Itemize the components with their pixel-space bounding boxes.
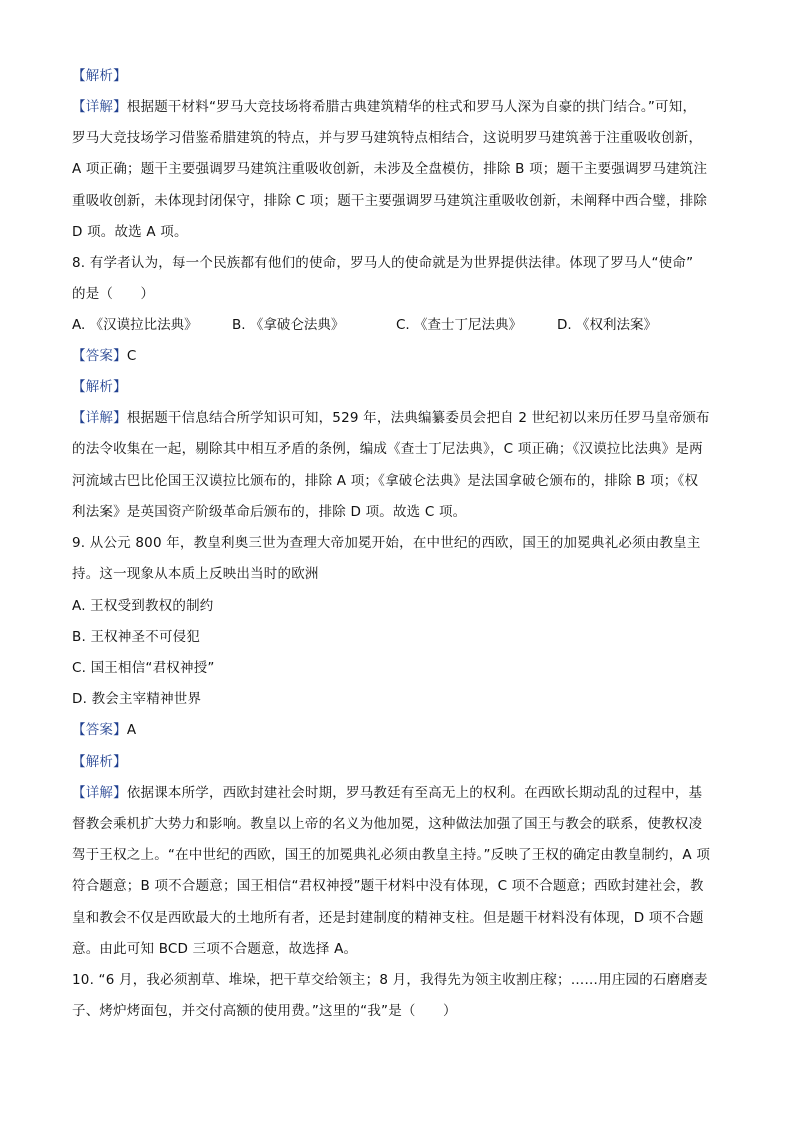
detail-line: 驾于王权之上。“在中世纪的西欧，国王的加冕典礼必须由教皇主持。”反映了王权的确定由教皇制约，A 项 — [72, 847, 711, 863]
detail-line: 皇和教会不仅是西欧最大的土地所有者，还是封建制度的精神支柱。但是题干材料没有体现，D 项不合题 — [72, 910, 704, 926]
question-8-option-b: B. 《拿破仑法典》 — [232, 317, 345, 333]
analysis-label: 【解析】 — [72, 754, 127, 770]
detail-line: 意。由此可知 BCD 三项不合题意，故选择 A。 — [72, 941, 358, 957]
question-9-stem: 9. 从公元 800 年，教皇利奥三世为查理大帝加冕开始，在中世纪的西欧，国王的加冕典礼必须由教皇主 — [72, 535, 701, 551]
question-9-option-d: D. 教会主宰精神世界 — [72, 691, 202, 707]
question-8-option-d: D. 《权利法案》 — [557, 317, 657, 333]
analysis-label: 【解析】 — [72, 379, 127, 395]
detail-label: 【详解】 — [72, 785, 127, 801]
detail-line — [72, 98, 696, 116]
detail-line: A 项正确；题干主要强调罗马建筑注重吸收创新，未涉及全盘模仿，排除 B 项；题干主要强调罗马建筑注 — [72, 161, 708, 177]
question-10-stem: 10. “6 月，我必须割草、堆垛，把干草交给领主；8 月，我得先为领主收割庄稼；……用庄园的石磨磨麦 — [72, 972, 708, 988]
detail-line: 督教会乘机扩大势力和影响。教皇以上帝的名义为他加冕，这种做法加强了国王与教会的联系，使教权凌 — [72, 816, 703, 832]
question-9-option-a: A. 王权受到教权的制约 — [72, 598, 214, 614]
question-8-stem: 的是（ ） — [72, 286, 155, 302]
answer-label: 【答案】 — [72, 722, 127, 738]
detail-line: 利法案》是英国资产阶级革命后颁布的，排除 D 项。故选 C 项。 — [72, 504, 467, 520]
detail-line: 罗马大竞技场学习借鉴希腊建筑的特点，并与罗马建筑特点相结合，这说明罗马建筑善于注重吸收创新， — [72, 130, 703, 146]
detail-label: 【详解】 — [72, 410, 127, 426]
detail-line — [72, 409, 710, 427]
detail-line: 重吸收创新，未体现封闭保守，排除 C 项；题干主要强调罗马建筑注重吸收创新，未阐释中西合璧，排除 — [72, 193, 708, 209]
question-8-option-a: A. 《汉谟拉比法典》 — [72, 317, 198, 333]
detail-text: 根据题干信息结合所学知识可知，529 年，法典编纂委员会把自 2 世纪初以来历任罗马皇帝颁布 — [126, 410, 710, 426]
detail-text: 根据题干材料“罗马大竞技场将希腊古典建筑精华的柱式和罗马人深为自豪的拱门结合。”可知， — [126, 99, 697, 115]
detail-line: 的法令收集在一起，剔除其中相互矛盾的条例，编成《查士丁尼法典》，C 项正确；《汉谟拉比法典》是两 — [72, 441, 703, 457]
detail-label: 【详解】 — [72, 99, 127, 115]
answer-value: A — [126, 722, 137, 738]
question-9-stem: 持。这一现象从本质上反映出当时的欧洲 — [72, 566, 319, 582]
answer-line — [72, 721, 136, 739]
question-9-option-b: B. 王权神圣不可侵犯 — [72, 629, 201, 645]
answer-value: C — [126, 348, 137, 364]
question-9-option-c: C. 国王相信“君权神授” — [72, 660, 215, 676]
detail-line: 河流域古巴比伦国王汉谟拉比颁布的，排除 A 项；《拿破仑法典》是法国拿破仑颁布的，排除 B 项；《权 — [72, 473, 699, 489]
answer-line — [72, 347, 136, 365]
detail-line — [72, 784, 702, 802]
question-8-option-c: C. 《查士丁尼法典》 — [396, 317, 523, 333]
question-10-stem: 子、烤炉烤面包，并交付高额的使用费。”这里的“我”是（ ） — [72, 1003, 457, 1019]
question-8-stem: 8. 有学者认为，每一个民族都有他们的使命，罗马人的使命就是为世界提供法律。体现了罗马人“使命” — [72, 255, 694, 271]
detail-line: D 项。故选 A 项。 — [72, 224, 188, 240]
detail-text: 依据课本所学，西欧封建社会时期，罗马教廷有至高无上的权利。在西欧长期动乱的过程中，基 — [126, 785, 703, 801]
detail-line: 符合题意；B 项不合题意；国王相信“君权神授”题干材料中没有体现，C 项不合题意；西欧封建社会，教 — [72, 878, 704, 894]
answer-label: 【答案】 — [72, 348, 127, 364]
analysis-label: 【解析】 — [72, 68, 127, 84]
